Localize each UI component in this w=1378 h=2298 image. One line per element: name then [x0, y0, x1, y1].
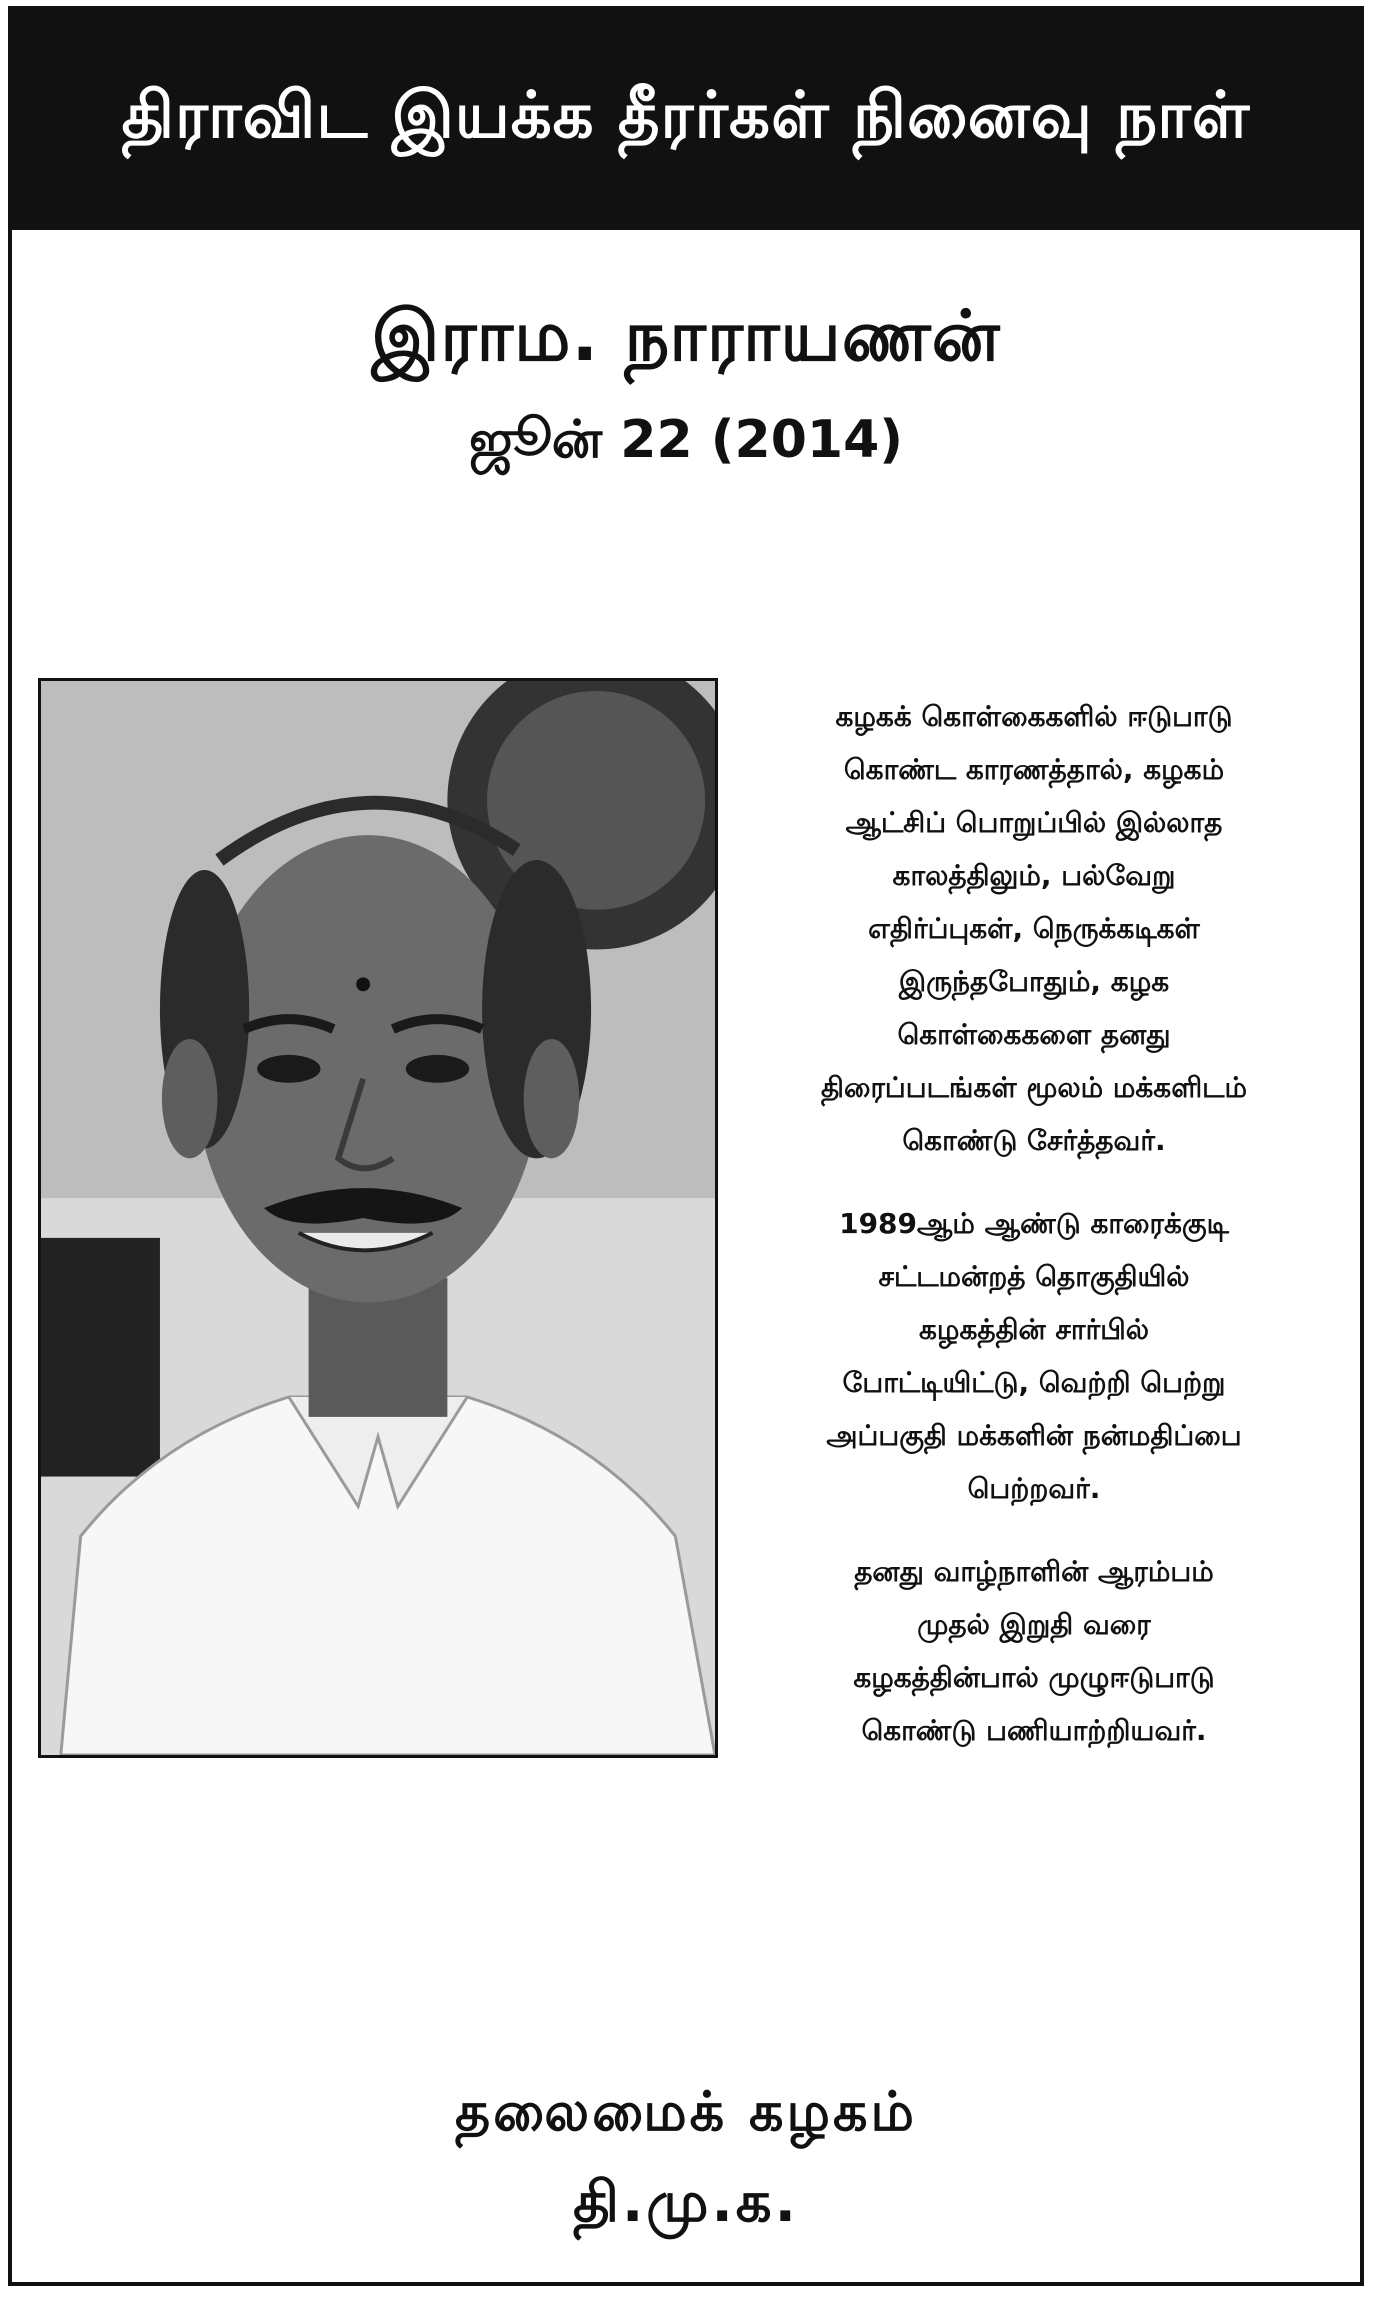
portrait-photo [38, 678, 718, 1758]
text-line: கொள்கைகளை தனது [897, 1018, 1171, 1051]
text-line: சட்டமன்றத் தொகுதியில் [878, 1260, 1190, 1293]
text-line: பெற்றவர். [967, 1472, 1101, 1505]
header-banner [12, 10, 1360, 230]
portrait-illustration [41, 681, 715, 1755]
text-line: கழகக் கொள்கைகளில் ஈடுபாடு [835, 700, 1233, 733]
tribute-text [734, 690, 1334, 1787]
text-line: எதிர்ப்புகள், நெருக்கடிகள் [868, 912, 1200, 945]
text-line: திரைப்படங்கள் மூலம் மக்களிடம் [821, 1071, 1247, 1104]
text-line: போட்டியிட்டு, வெற்றி பெற்று [842, 1366, 1226, 1399]
tribute-paragraph-2 [734, 1197, 1334, 1515]
text-line: காலத்திலும், பல்வேறு [892, 859, 1176, 892]
tribute-paragraph-3 [734, 1545, 1334, 1757]
memorial-frame [8, 6, 1364, 2286]
text-line: கழகத்தின்பால் முழுஈடுபாடு [853, 1661, 1215, 1694]
text-line: தனது வாழ்நாளின் ஆரம்பம் [854, 1555, 1214, 1588]
text-line: இருந்தபோதும், கழக [898, 965, 1170, 998]
footer-organization: தலைமைக் கழகம் [455, 2080, 917, 2143]
text-line: 1989ஆம் ஆண்டு காரைக்குடி [839, 1207, 1229, 1240]
text-line: கொண்டு பணியாற்றியவர். [861, 1714, 1207, 1747]
text-line: கொண்ட காரணத்தால், கழகம் [843, 753, 1225, 786]
text-line: ஆட்சிப் பொறுப்பில் இல்லாத [845, 806, 1223, 839]
banner-title: திராவிட இயக்க தீரர்கள் நினைவு நாள் [121, 79, 1251, 153]
memorial-date: ஜூன் 22 (2014) [468, 410, 904, 470]
text-line: கழகத்தின் சார்பில் [919, 1313, 1149, 1346]
footer-party-name: தி.மு.க. [573, 2170, 799, 2235]
person-name: இராம. நாராயணன் [371, 295, 1001, 377]
text-line: முதல் இறுதி வரை [917, 1608, 1151, 1641]
text-line: கொண்டு சேர்த்தவர். [902, 1124, 1166, 1157]
text-line: அப்பகுதி மக்களின் நன்மதிப்பை [826, 1419, 1242, 1452]
tribute-paragraph-1 [734, 690, 1334, 1167]
